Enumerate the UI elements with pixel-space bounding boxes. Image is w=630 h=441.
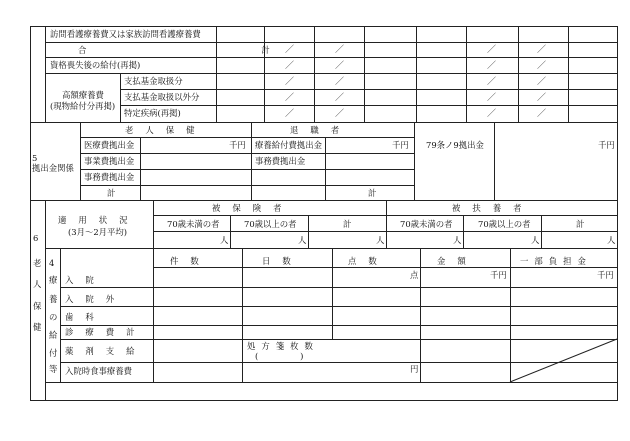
- unit-thousand-yen: 千円: [598, 140, 615, 150]
- slash-mark: ／: [537, 109, 547, 119]
- row-upper-total: 合 計: [78, 45, 282, 55]
- col-points: 点数: [348, 256, 389, 266]
- label-s5-total: 計: [107, 188, 116, 198]
- slash-mark: ／: [537, 93, 547, 103]
- section-6-number: 6: [33, 233, 39, 243]
- subsection-4-char: 等: [49, 364, 58, 374]
- header-retired: 退職者: [290, 125, 352, 135]
- col-count: 件数: [170, 256, 211, 266]
- slash-mark: ／: [335, 77, 345, 87]
- col-dependent-under70: 70歳未満の者: [400, 219, 453, 229]
- slash-mark: ／: [487, 45, 497, 55]
- col-amount: 金額: [437, 256, 478, 266]
- label-office-contribution: 事務費拠出金: [84, 172, 135, 182]
- col-dependent-total: 計: [576, 219, 585, 229]
- row-non-fund-handled: 支払基金取扱以外分: [124, 92, 200, 102]
- col-days: 日数: [262, 256, 303, 266]
- row-medical-total: 診療費計: [65, 327, 147, 337]
- slash-mark: ／: [487, 93, 497, 103]
- row-fund-handled: 支払基金取扱分: [124, 76, 183, 86]
- unit-thousand-yen: 千円: [229, 140, 246, 150]
- label-benefit-contribution: 療養給付費拠出金: [255, 140, 322, 150]
- section-6-title-char: 健: [33, 322, 42, 332]
- unit-person: 人: [376, 235, 385, 245]
- row-post-loss-benefit: 資格喪失後の給付(再掲): [50, 60, 141, 70]
- col-partial-payment: 一部負担金: [520, 256, 592, 266]
- row-drug-supply: 薬剤支給: [65, 346, 147, 356]
- row-outpatient: 入院外: [65, 294, 127, 304]
- row-dental: 歯科: [65, 312, 106, 322]
- col-insured-under70: 70歳未満の者: [167, 219, 220, 229]
- unit-person: 人: [531, 235, 540, 245]
- slash-mark: ／: [285, 45, 295, 55]
- row-high-cost-medical: 高額療養費: [62, 90, 104, 100]
- slash-mark: ／: [335, 61, 345, 71]
- section-6-title-char: 人: [33, 279, 42, 289]
- subsection-4-char: の: [49, 312, 58, 322]
- unit-person: 人: [220, 235, 229, 245]
- section-6-title-char: 老: [33, 258, 42, 268]
- row-inpatient-meals: 入院時食事療養費: [65, 366, 132, 376]
- slash-mark: ／: [285, 109, 295, 119]
- subsection-4-number: 4: [49, 258, 55, 268]
- unit-person: 人: [298, 235, 307, 245]
- slash-mark: ／: [487, 77, 497, 87]
- col-dependent-over70: 70歳以上の者: [478, 219, 531, 229]
- label-medical-contribution: 医療費拠出金: [84, 140, 135, 150]
- header-insured: 被保険者: [212, 203, 294, 213]
- header-dependent: 被扶養者: [452, 203, 534, 213]
- slash-mark: ／: [335, 45, 345, 55]
- label-article-79-9: 79条ノ9拠出金: [426, 140, 484, 150]
- subsection-4-char: 養: [49, 294, 58, 304]
- unit-person: 人: [607, 235, 616, 245]
- row-high-cost-in-kind: (現物給付分再掲): [50, 101, 116, 111]
- header-elderly-health: 老人保健: [125, 125, 207, 135]
- unit-thousand-yen: 千円: [392, 140, 409, 150]
- slash-mark: ／: [335, 93, 345, 103]
- unit-thousand-yen: 千円: [490, 270, 507, 280]
- unit-point: 点: [410, 270, 419, 280]
- slash-mark: ／: [285, 61, 295, 71]
- subsection-4-char: 給: [49, 330, 58, 340]
- label-prescription-count: 処方箋枚数: [247, 341, 319, 351]
- slash-mark: ／: [537, 61, 547, 71]
- unit-thousand-yen: 千円: [597, 270, 614, 280]
- section-6-title-char: 保: [33, 301, 42, 311]
- header-period: (3月～2月平均): [68, 227, 128, 237]
- unit-yen: 円: [410, 364, 419, 374]
- subsection-4-char: 療: [49, 275, 58, 285]
- section-5-number: 5: [32, 153, 38, 163]
- slash-mark: ／: [537, 77, 547, 87]
- row-inpatient: 入院: [65, 275, 106, 285]
- section-5-title: 拠出金関係: [32, 163, 74, 173]
- slash-mark: ／: [487, 109, 497, 119]
- header-applicable-status: 適用状況: [58, 215, 140, 225]
- row-visiting-nursing: 訪問看護療養費又は家族訪問看護療養費: [50, 29, 201, 39]
- label-project-contribution: 事業費拠出金: [84, 156, 135, 166]
- subsection-4-char: 付: [49, 348, 58, 358]
- slash-mark: ／: [487, 61, 497, 71]
- col-insured-over70: 70歳以上の者: [244, 219, 297, 229]
- slash-mark: ／: [285, 77, 295, 87]
- slash-mark: ／: [335, 109, 345, 119]
- label-prescription-paren: ( ): [255, 351, 304, 361]
- unit-person: 人: [453, 235, 462, 245]
- label-retired-total: 計: [368, 188, 377, 198]
- slash-mark: ／: [285, 93, 295, 103]
- slash-mark: ／: [537, 45, 547, 55]
- label-retired-office-contribution: 事務費拠出金: [255, 156, 306, 166]
- col-insured-total: 計: [343, 219, 352, 229]
- row-specific-disease: 特定疾病(再掲): [124, 108, 181, 118]
